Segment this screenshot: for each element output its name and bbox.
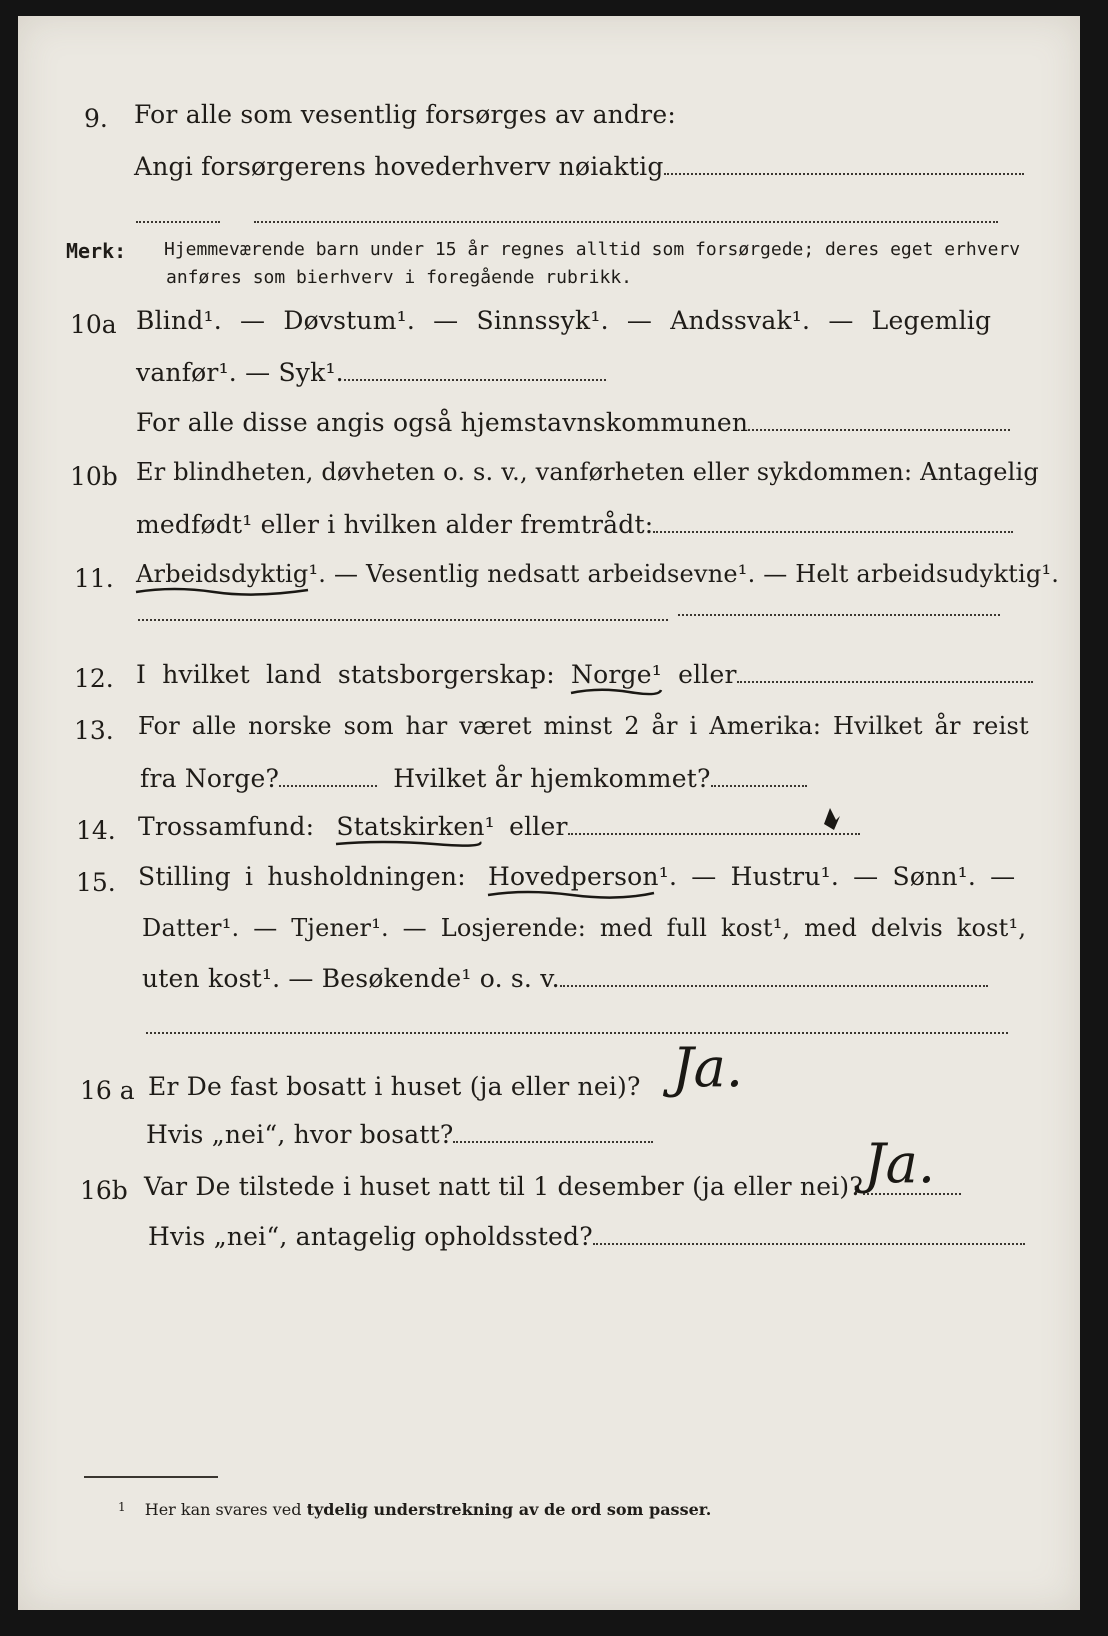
q9-line2	[134, 152, 1024, 181]
q16a-line2	[146, 1120, 653, 1149]
q14-part1-text: Trossamfund:	[138, 812, 315, 841]
q10a-home-municipality-field[interactable]	[748, 428, 1010, 431]
q16b-line1-text: Var De tilstede i huset natt til 1 desember (ja eller nei)?	[144, 1172, 863, 1201]
q12-part1-text: I hvilket land statsborgerskap:	[136, 660, 555, 689]
q14-number: 14.	[76, 816, 116, 845]
q13-line2	[140, 764, 807, 793]
q11-part1-text: Arbeidsdyktig¹	[136, 560, 319, 588]
q15-part2-text: Hovedperson¹	[488, 862, 669, 891]
q9-answer-line2b[interactable]	[254, 221, 998, 223]
footnote-divider	[84, 1476, 218, 1478]
q10b-line2-text: medfødt¹ eller i hvilken alder fremtrådt:	[136, 510, 654, 539]
q11-selected-arbeidsdyktig[interactable]	[136, 560, 318, 588]
handwritten-underline-icon	[334, 837, 484, 851]
q10b-number: 10b	[70, 462, 118, 491]
footnote-text-normal: Her kan svares ved	[144, 1500, 302, 1519]
q15-line3-text: uten kost¹. — Besøkende¹ o. s. v.	[142, 964, 560, 993]
q13-line2b-text: Hvilket år hjemkommet?	[393, 764, 711, 793]
q10b-answer-field[interactable]	[653, 530, 1013, 533]
q16a-line1: Er De fast bosatt i huset (ja eller nei)?	[148, 1072, 641, 1101]
q10a-line3-text: For alle disse angis også hjemstavnskommunen	[136, 408, 749, 437]
q12-number: 12.	[74, 664, 114, 693]
q16a-number: 16 a	[80, 1076, 135, 1105]
q11-number: 11.	[74, 564, 114, 593]
q13-year-left-field[interactable]	[279, 784, 377, 787]
census-form-page	[18, 16, 1080, 1610]
q12-line	[136, 660, 1033, 689]
merk-label: Merk:	[66, 239, 127, 263]
q10b-line2	[136, 510, 1013, 539]
ink-mark-icon	[820, 806, 844, 834]
q14-line	[138, 812, 860, 841]
q11-part2-text: . — Vesentlig nedsatt arbeidsevne¹. — Helt arbeidsudyktig¹.	[318, 560, 1060, 588]
q12-part2-text: Norge¹	[571, 660, 662, 689]
q15-part3-text: . — Hustru¹. — Sønn¹. —	[668, 862, 1016, 891]
q9-line2-text: Angi forsørgerens hovederhverv nøiaktig	[134, 152, 664, 181]
q15-answer-line2[interactable]	[146, 1032, 1008, 1034]
q10a-line1: Blind¹. — Døvstum¹. — Sinnssyk¹. — Andssvak¹. — Legemlig	[136, 306, 992, 335]
q13-year-returned-field[interactable]	[711, 784, 807, 787]
q15-line1	[138, 862, 1015, 891]
q15-selected-hovedperson[interactable]	[488, 862, 669, 891]
merk-line1: Hjemmeværende barn under 15 år regnes alltid som forsørgede; deres eget erhverv	[164, 239, 1021, 260]
q14-part3-text: eller	[509, 812, 568, 841]
q9-line1: For alle som vesentlig forsørges av andre:	[134, 100, 676, 129]
q16b-whereabouts-field[interactable]	[593, 1242, 1025, 1245]
q15-line3	[142, 964, 988, 993]
q11-line	[136, 560, 1059, 588]
handwritten-underline-icon	[486, 887, 658, 901]
q12-part3-text: eller	[678, 660, 737, 689]
q15-part1-text: Stilling i husholdningen:	[138, 862, 466, 891]
q16b-number: 16b	[80, 1176, 128, 1205]
q11-answer-line-a[interactable]	[138, 619, 668, 621]
q16b-line2	[148, 1222, 1025, 1251]
handwritten-underline-icon	[134, 584, 312, 598]
q14-answer-field[interactable]	[568, 832, 860, 835]
q10a-answer-field[interactable]	[344, 378, 606, 381]
q9-answer-line2a[interactable]	[136, 221, 220, 223]
q10a-line3	[136, 408, 1010, 437]
q15-number: 15.	[76, 868, 116, 897]
q11-answer-line-b[interactable]	[678, 614, 1000, 616]
q13-line1: For alle norske som har været minst 2 år i Amerika: Hvilket år reist	[138, 712, 1029, 740]
q10b-line1: Er blindheten, døvheten o. s. v., vanførheten eller sykdommen: Antagelig	[136, 458, 1039, 486]
q13-line2a-text: fra Norge?	[140, 764, 280, 793]
q16a-line2-text: Hvis „nei“, hvor bosatt?	[146, 1120, 454, 1149]
q10a-number: 10a	[70, 310, 117, 339]
handwritten-underline-icon	[569, 685, 665, 699]
q12-answer-field[interactable]	[737, 680, 1033, 683]
q12-selected-norge[interactable]	[571, 660, 662, 689]
footnote	[118, 1500, 711, 1519]
q16b-handwritten-answer[interactable]: Ja.	[864, 1132, 936, 1195]
footnote-text-bold: tydelig understrekning av de ord som passer.	[306, 1500, 712, 1519]
q16a-handwritten-answer[interactable]: Ja.	[672, 1036, 744, 1099]
footnote-marker: 1	[118, 1500, 126, 1514]
q16a-residence-field[interactable]	[453, 1140, 653, 1143]
q9-answer-field[interactable]	[664, 172, 1024, 175]
q16b-line1	[144, 1172, 961, 1201]
q10a-line2	[136, 358, 606, 387]
q16b-line2-text: Hvis „nei“, antagelig opholdssted?	[148, 1222, 593, 1251]
q15-answer-field[interactable]	[560, 984, 988, 987]
q14-part2-text: Statskirken¹	[336, 812, 495, 841]
merk-line2: anføres som bierhverv i foregående rubrikk.	[166, 267, 632, 288]
q14-selected-statskirken[interactable]	[336, 812, 495, 841]
q10a-line2-text: vanfør¹. — Syk¹.	[136, 358, 344, 387]
q9-number: 9.	[84, 104, 108, 133]
q15-line2: Datter¹. — Tjener¹. — Losjerende: med full kost¹, med delvis kost¹,	[142, 914, 1027, 942]
q13-number: 13.	[74, 716, 114, 745]
